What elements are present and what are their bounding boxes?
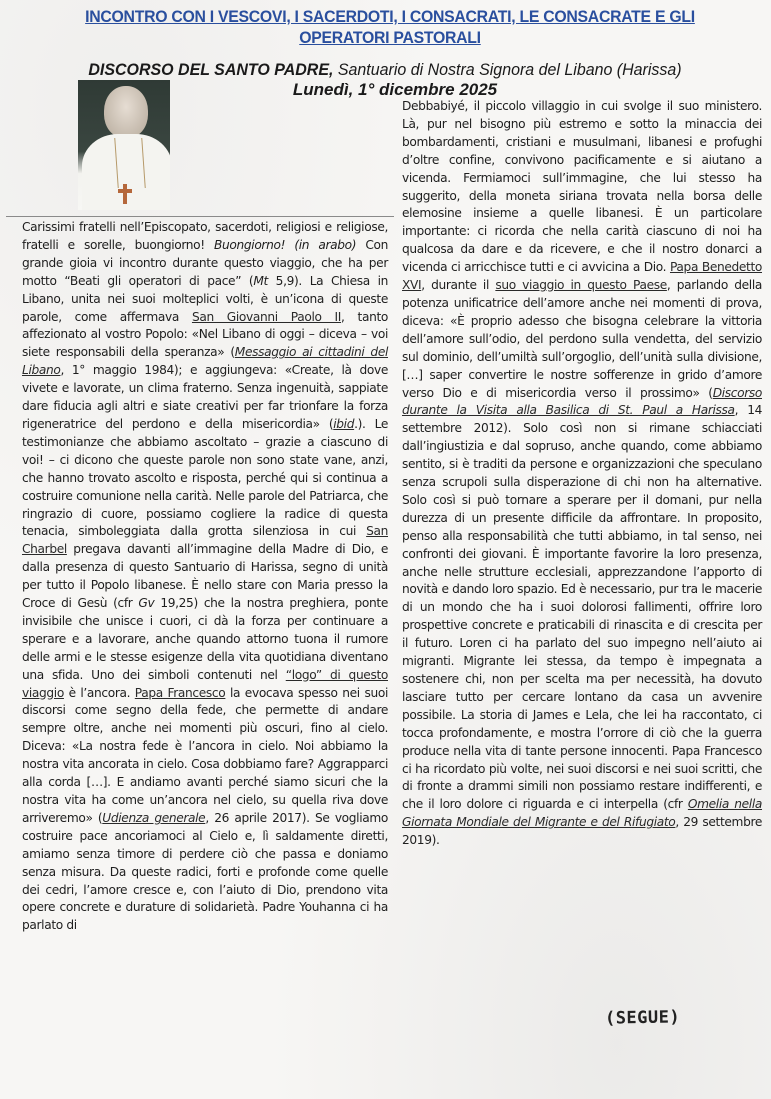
citation-link[interactable]: Discorso durante la Visita alla Basilica di St. Paul a Harissa: [402, 385, 762, 418]
italic-run: Mt: [253, 273, 268, 288]
text-run: 19,25) che la nostra preghiera, ponte invisibile che unisce i cuori, ci dà la forza per continuare a sperare e a lavorare, anche quando attorno tuona il rumore delle armi e le stesse esigenze della vita quotidiana diventano una sfida. Uno dei simboli contenuti nel: [22, 596, 388, 682]
italic-run: Buongiorno! (in arabo): [214, 237, 357, 252]
handwritten-continues-note: (SEGUE): [604, 1007, 681, 1029]
text-run: Debbabiyé, il piccolo villaggio in cui svolge il suo ministero. Là, pur nel bisogno più estremo e sotto la minaccia dei bombardamenti, cristiani e musulmani, libanesi e profughi d’oltre confine, convivono pacificamente e si aiutano a vicenda. Fermiamoci sull’immagine, che lui stesso ha suggerito, della moneta siriana trovata nella borsa delle elemosine insieme a quelle libanesi. È un particolare importante: ci ricorda che nella carità ciascuno di noi ha qualcosa da dare e da ricevere, e che il nostro donarci a vicenda ci arricchisce tutti e ci avvicina a Dio.: [402, 99, 762, 275]
text-run: la evocava spesso nei suoi discorsi come segno della fede, che permette di andare sempre oltre, anche nei momenti più oscuri, fino al cielo. Diceva: «La nostra fede è l’ancora in cielo. Noi abbiamo la nostra vita ancorata in cielo. Cosa dobbiamo fare? Aggrapparci alla corda […]. E andiamo avanti perché siamo sicuri che la nostra vita ha come un’ancora nel cielo, su quella riva dove arriveremo» (: [22, 685, 388, 825]
reference-link[interactable]: San Giovanni Paolo II: [191, 309, 342, 324]
text-run: , 14 settembre 2012). Solo così non si rimane schiacciati dall’ingiustizia e dal sopruso, anche quando, come abbiamo sentito, si è traditi da persone e organizzazioni che speculano senza scrupoli sulla disperazione di chi non ha alternative. Solo così si può tornare a sperare per il domani, pur nella durezza di un presente difficile da affrontare. In proposito, penso alla responsabilità che tutti abbiamo, in tal senso, nei confronti dei giovani. È importante favorire la loro presenza, anche nelle strutture ecclesiali, apprezzandone l’apporto di novità e dando loro spazio. Ed è necessario, pur tra le macerie di un mondo che ha i suoi dolorosi fallimenti, offrire loro prospettive concrete e praticabili di rinascita e di crescita per il futuro. Loren ci ha parlato del suo impegno nell’aiuto ai migranti. Migrante lei stessa, da tempo è impegnata a sostenere chi, non per scelta ma per necessità, ha dovuto lasciare tutto per cercare lontano da casa un avvenire possibile. La storia di James e Lela, che lei ha raccontato, ci tocca profondamente, e mostra l’orrore di ciò che la guerra produce nella vita di tante persone innocenti. Papa Francesco ci ha ricordato più volte, nei suoi discorsi e nei suoi scritti, che di fronte a drammi simili non possiamo restare indifferenti, e che il loro dolore ci riguarda e ci interpella (cfr: [402, 403, 763, 812]
speech-date-text: Lunedì, 1° dicembre 2025: [292, 80, 498, 99]
text-run: , 29 settembre 2019).: [402, 815, 763, 848]
text-column-left: [22, 219, 388, 935]
photo-chain: [114, 138, 145, 188]
text-run: 5,9). La Chiesa in Libano, unita nei suoi molteplici volti, è un’icona di queste parole, come affermava: [22, 273, 388, 324]
pope-photo: [78, 80, 170, 210]
citation-link[interactable]: Omelia nella Giornata Mondiale del Migrante e del Rifugiato: [402, 797, 763, 830]
text-run: pregava davanti all’immagine della Madre di Dio, e dalla presenza di questo Santuario di Harissa, segno di unità per tutto il Popolo libanese. È nello stare con Maria presso la Croce di Gesù (cfr: [22, 542, 388, 611]
italic-run: Gv: [138, 596, 155, 611]
photo-head: [104, 86, 148, 138]
reference-link[interactable]: “logo” di questo viaggio: [22, 667, 388, 700]
reference-link[interactable]: Papa Benedetto XVI: [402, 260, 762, 293]
reference-link[interactable]: San Charbel: [22, 524, 388, 557]
text-run: , tanto affezionato al vostro Popolo: «Nel Libano di oggi – diceva – voi siete responsabili della speranza» (: [22, 309, 388, 360]
text-run: , 1° maggio 1984); e aggiungeva: «Create, là dove vivete e lavorate, un clima fraterno. Senza ingenuità, sappiate dare fiducia agli altri e siate creativi per far trionfare la forza rigeneratrice del perdono e della misericordia» (: [22, 363, 388, 431]
speech-heading: [42, 59, 728, 80]
text-run: è l’ancora.: [63, 685, 135, 700]
reference-link[interactable]: Papa Francesco: [134, 685, 226, 700]
citation-link[interactable]: ibid: [333, 416, 355, 431]
text-run: Carissimi fratelli nell’Episcopato, sacerdoti, religiosi e religiose, fratelli e sorelle, buongiorno!: [22, 220, 388, 252]
speech-heading-location: Santuario di Nostra Signora del Libano (Harissa): [333, 60, 682, 79]
left-paragraph: [22, 219, 388, 935]
page-title: INCONTRO CON I VESCOVI, I SACERDOTI, I CONSACRATI, LE CONSACRATE E GLI OPERATORI PASTORALI: [85, 7, 695, 47]
text-column-right: [402, 98, 762, 850]
citation-link[interactable]: Udienza generale: [102, 810, 206, 825]
divider-line: [6, 216, 394, 217]
text-run: .). Le testimonianze che abbiamo ascoltato – grazie a ciascuno di voi! – ci dicono che queste parole non sono state vane, anzi, che hanno trovato ascolto e risposta, perché qui si continua a costruire comunione nella carità. Nelle parole del Patriarca, che ringrazio di cuore, possiamo cogliere la radice di questa tenacia, simboleggiata dalla grotta silenziosa in cui: [22, 416, 388, 539]
citation-link[interactable]: Messaggio ai cittadini del Libano: [22, 345, 389, 378]
speech-heading-bold: DISCORSO DEL SANTO PADRE,: [88, 60, 334, 79]
text-run: , parlando della potenza unificatrice dell’amore anche nei momenti di prova, diceva: «È proprio adesso che bisogna celebrare la vittoria dell’amore sull’odio, del perdono sulla vendetta, del servizio sul dominio, dell’umiltà sull’orgoglio, dell’unità sulla divisione, […] saper convertire le nostre sofferenze in grido d’amore verso Dio e di misericordia verso il prossimo» (: [402, 278, 762, 400]
text-run: , durante il: [421, 278, 496, 293]
text-run: , 26 aprile 2017). Se vogliamo costruire pace ancoriamoci al Cielo e, lì saldamente diretti, amiamo senza timore di perdere ciò che passa e doniamo senza misura. Da queste radici, forti e profonde come quelle dei cedri, l’amore cresce e, con l’aiuto di Dio, prendono vita opere concrete e durature di solidarietà. Padre Youhanna ci ha parlato di: [22, 810, 388, 933]
right-paragraph: [402, 98, 762, 850]
pectoral-cross-icon-bar: [118, 189, 132, 193]
pectoral-cross-icon: [123, 184, 127, 204]
text-run: Con grande gioia vi incontro durante questo viaggio, che ha per motto “Beati gli operatori di pace” (: [22, 237, 388, 288]
reference-link[interactable]: suo viaggio in questo Paese: [495, 278, 667, 293]
